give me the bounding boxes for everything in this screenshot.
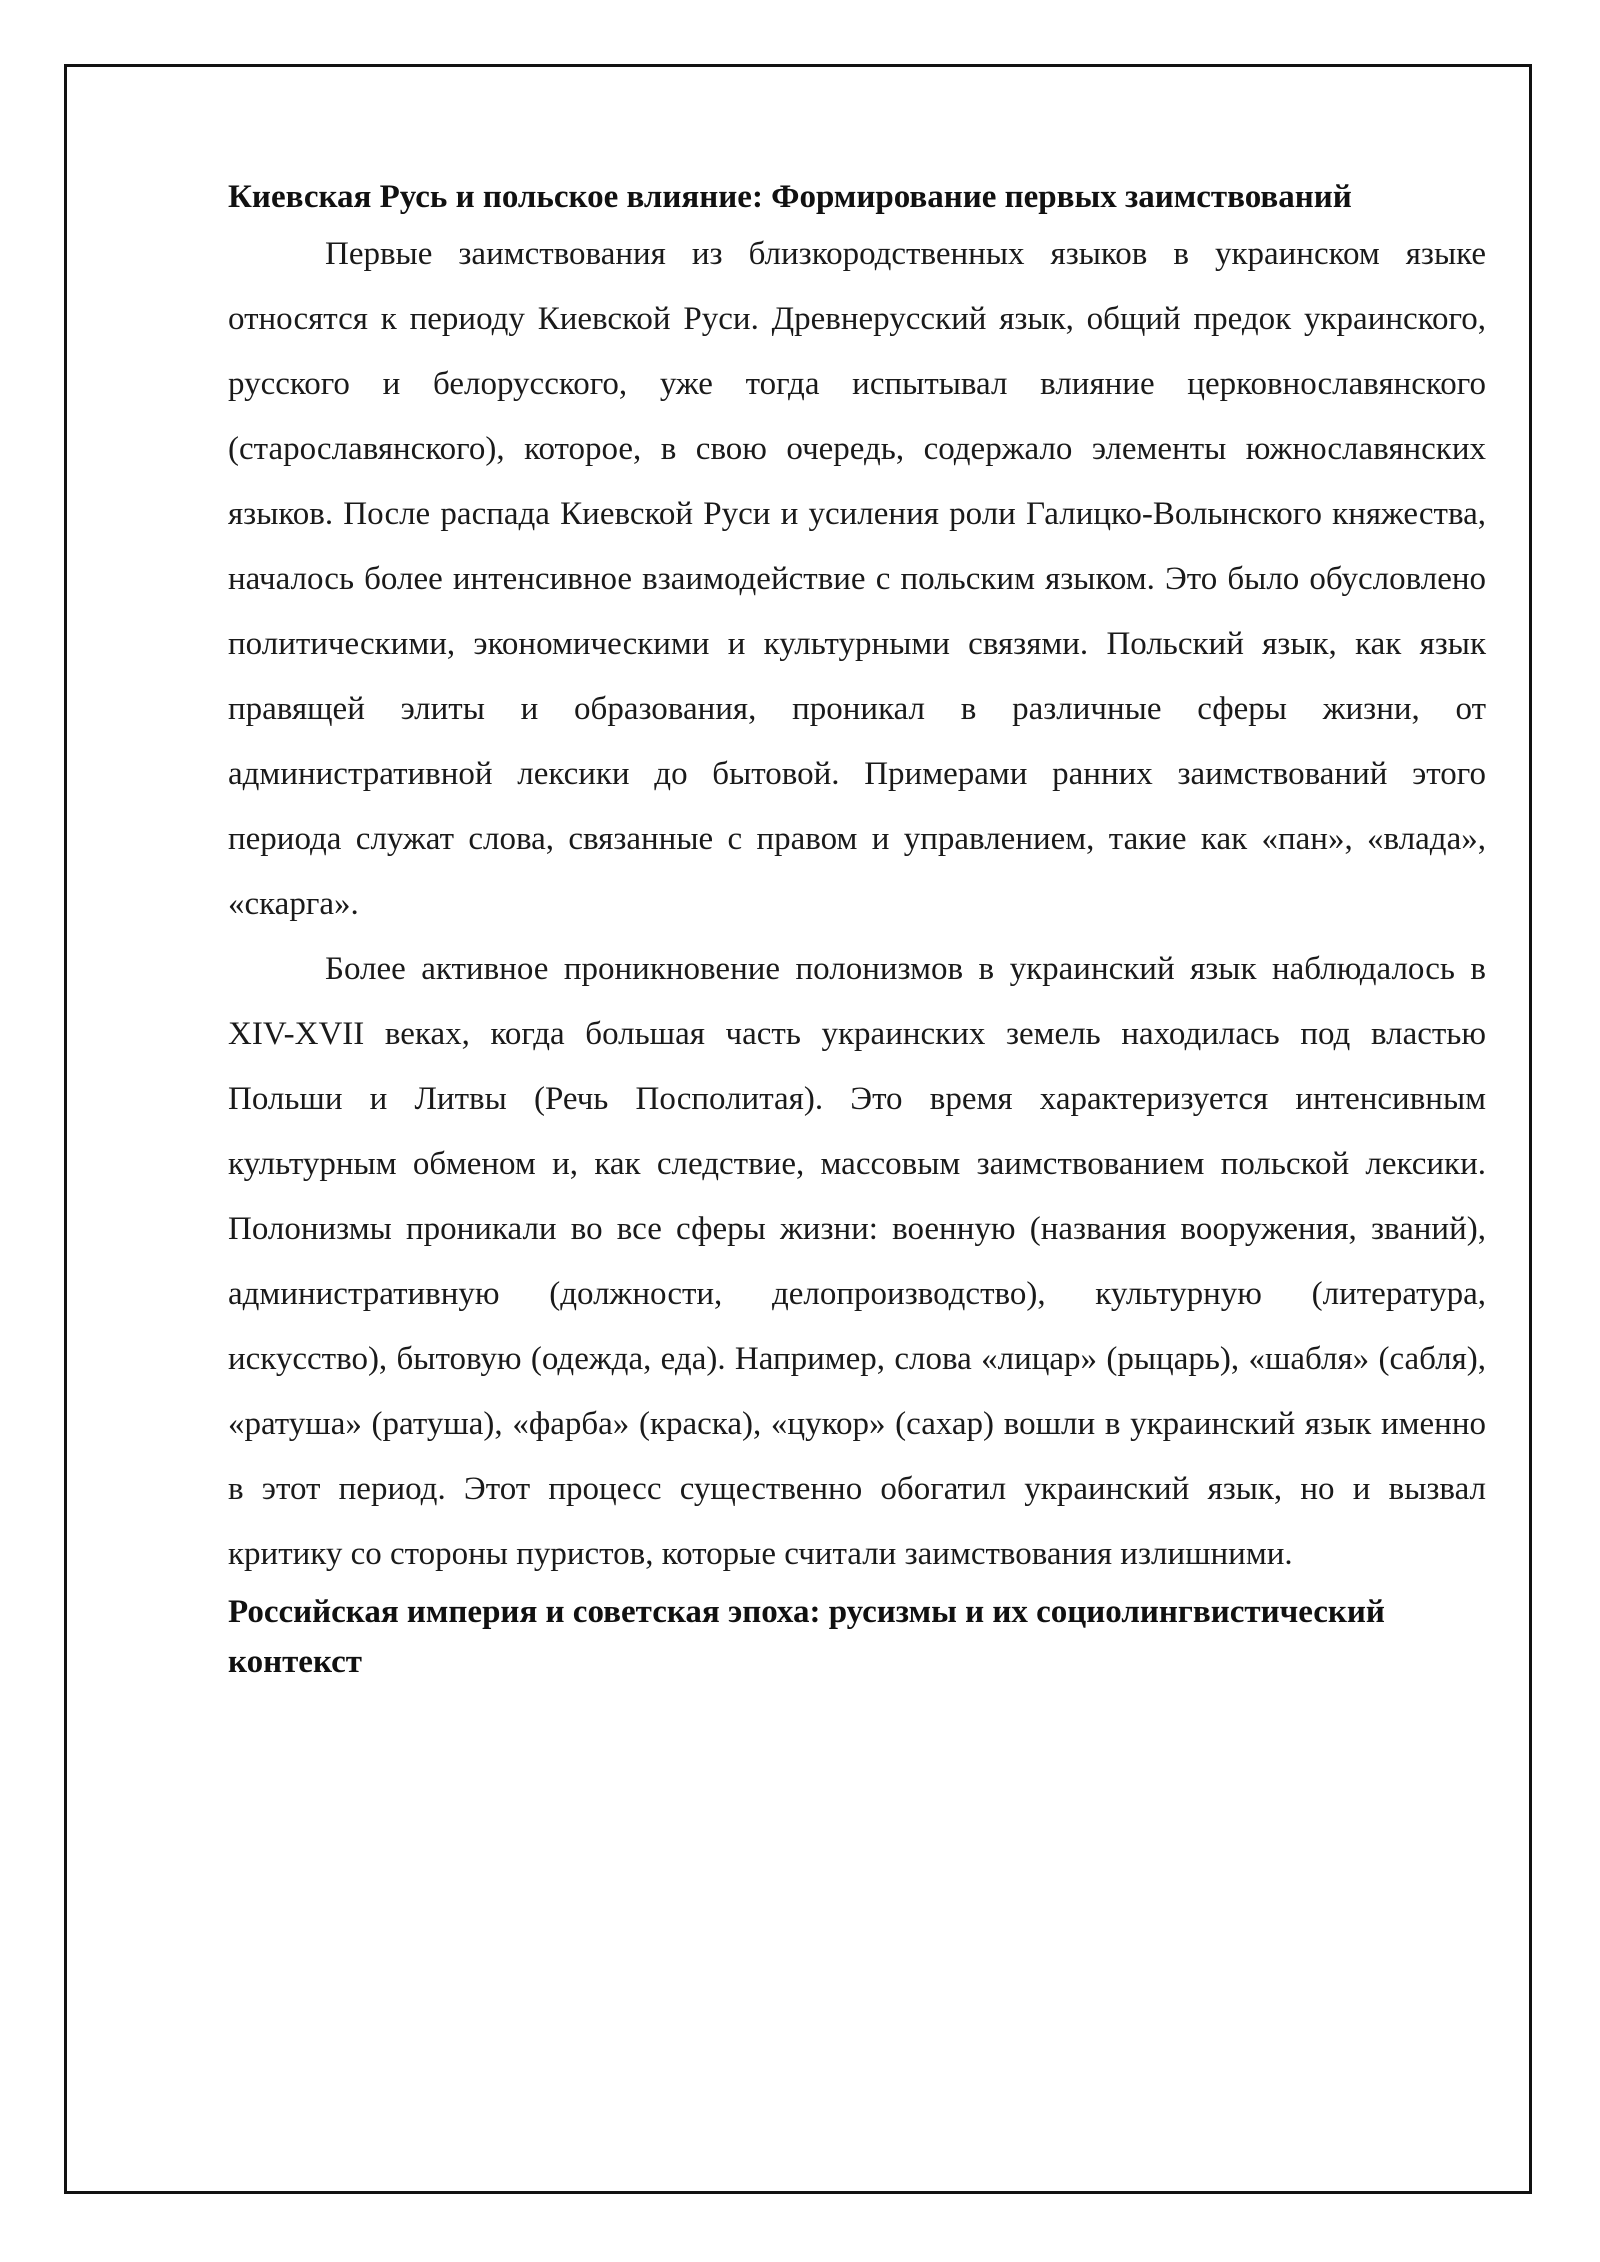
- page-content: [228, 172, 1486, 1687]
- body-paragraph: Более активное проникновение полонизмов в украинский язык наблюдалось в XIV-XVII веках, когда большая часть украинских земель находилась под властью Польши и Литвы (Речь Посполитая). Это время характеризуется интенсивным культурным обменом и, как следствие, массовым заимствованием польской лексики. Полонизмы проникали во все сферы жизни: военную (названия вооружения, званий), административную (должности, делопроизводство), культурную (литература, искусство), бытовую (одежда, еда). Например, слова «лицар» (рыцарь), «шабля» (сабля), «ратуша» (ратуша), «фарба» (краска), «цукор» (сахар) вошли в украинский язык именно в этот период. Этот процесс существенно обогатил украинский язык, но и вызвал критику со стороны пуристов, которые считали заимствования излишними.: [228, 951, 1486, 1572]
- section-heading-kievan-rus: Киевская Русь и польское влияние: Формирование первых заимствований: [228, 179, 1352, 215]
- section-heading-russian-empire: Российская империя и советская эпоха: русизмы и их социолингвистический контекст: [228, 1594, 1385, 1680]
- body-paragraph: Первые заимствования из близкородственных языков в украинском языке относятся к периоду Киевской Руси. Древнерусский язык, общий предок украинского, русского и белорусского, уже тогда испытывал влияние церковнославянского (старославянского), которое, в свою очередь, содержало элементы южнославянских языков. После распада Киевской Руси и усиления роли Галицко-Волынского княжества, началось более интенсивное взаимодействие с польским языком. Это было обусловлено политическими, экономическими и культурными связями. Польский язык, как язык правящей элиты и образования, проникал в различные сферы жизни, от административной лексики до бытовой. Примерами ранних заимствований этого периода служат слова, связанные с правом и управлением, такие как «пан», «влада», «скарга».: [228, 236, 1486, 922]
